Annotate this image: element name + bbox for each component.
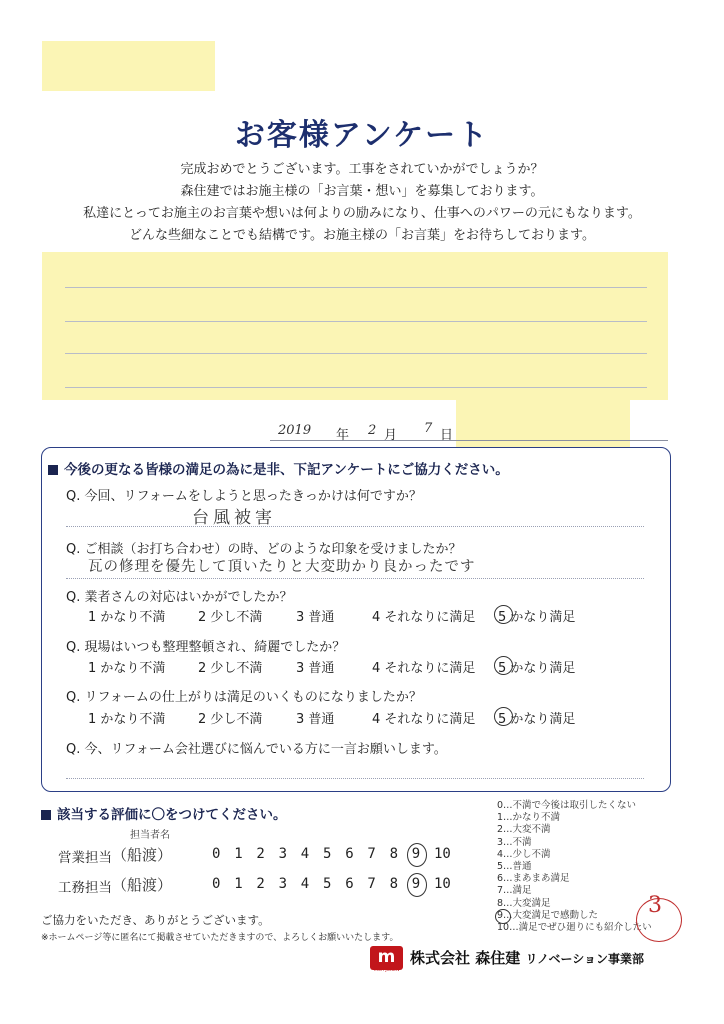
question-6: Q. 今、リフォーム会社選びに悩んでいる方に一言お願いします。 (66, 742, 447, 757)
thanks-text: ご協力をいただき、ありがとうございます。 (41, 913, 270, 927)
scale-number: 10 (434, 846, 451, 862)
date-underline (270, 440, 668, 441)
scale-number: 0 (212, 876, 221, 892)
square-bullet-icon (48, 465, 58, 475)
redacted-name-top (42, 41, 215, 91)
handwritten-red-mark: 3 (648, 893, 662, 918)
legend-item: 8…大変満足 (497, 897, 551, 909)
scale-number: 8 (389, 876, 399, 892)
scale-number: 3 (278, 846, 288, 862)
answer-2: 瓦の修理を優先して頂いたりと大変助かり良かったです (88, 559, 476, 575)
scale-number: 9 (411, 846, 421, 862)
legend-item: 0…不満で今後は取引したくない (497, 800, 637, 811)
comment-line (65, 287, 647, 288)
legend-item: 5…普通 (497, 861, 532, 873)
question-2: Q. ご相談（お打ち合わせ）の時、どのような印象を受けましたか？ (66, 542, 462, 557)
option-1: 1 かなり不満 (88, 712, 166, 727)
option-3: 3 普通 (296, 610, 335, 625)
option-2: 2 少し不満 (198, 712, 263, 727)
rating-heading (41, 803, 287, 823)
date-year-label: 年 (336, 428, 350, 443)
rating-heading-text: 該当する評価に〇をつけてください。 (57, 807, 287, 823)
person-label: 担当者名 (130, 830, 170, 841)
scale-number: 4 (300, 846, 310, 862)
page-title: お客様アンケート (234, 118, 490, 153)
option-2: 2 少し不満 (198, 661, 263, 676)
selected-score-circle (407, 843, 427, 867)
legend-selected-circle (495, 909, 511, 924)
legend-item: 3…不満 (497, 836, 532, 848)
scale-number: 1 (234, 876, 243, 892)
red-circle (636, 898, 682, 942)
sales-row-person: （船渡） (112, 846, 173, 864)
scale-number: 5 (323, 876, 332, 892)
option-4: 4 それなりに満足 (372, 661, 476, 676)
selected-option-circle (494, 656, 513, 675)
selected-option-circle (494, 707, 513, 726)
question-5: Q. リフォームの仕上がりは満足のいくものになりましたか？ (66, 690, 422, 705)
footer-note: ※ホームページ等に匿名にて掲載させていただきますので、よろしくお願いいたします。 (41, 933, 399, 943)
scale-number: 5 (323, 846, 332, 862)
question-1: Q. 今回、リフォームをしようと思ったきっかけは何ですか？ (66, 489, 422, 504)
scale-number: 0 (212, 846, 221, 862)
question-3: Q. 業者さんの対応はいかがでしたか？ (66, 590, 293, 605)
legend-item: 10…満足でぜひ廻りにも紹介したい (497, 922, 652, 934)
company-name-text: 株式会社 森住建 (410, 949, 521, 967)
scale-number: 7 (367, 846, 376, 862)
intro-line-4: どんな些細なことでも結構です。お施主様の「お言葉」をお待ちしております。 (129, 228, 595, 243)
company-name (410, 947, 644, 968)
scale-number: 1 (234, 846, 243, 862)
question-4: Q. 現場はいつも整理整頓され、綺麗でしたか？ (66, 640, 346, 655)
construction-row-person: （船渡） (112, 876, 173, 894)
comment-line (65, 387, 647, 388)
options-row-q3 (0, 606, 724, 626)
option-3: 3 普通 (296, 712, 335, 727)
answer-line (66, 778, 644, 779)
scale-number: 9 (411, 876, 421, 892)
intro-line-3: 私達にとってお施主のお言葉や想いは何よりの励みになり、仕事へのパワーの元にもなります。 (83, 206, 641, 221)
construction-row-label: 工務担当 (58, 880, 112, 896)
scale-number: 3 (278, 876, 288, 892)
option-4: 4 それなりに満足 (372, 610, 476, 625)
comment-line (65, 321, 647, 322)
scale-number: 4 (300, 876, 310, 892)
option-3: 3 普通 (296, 661, 335, 676)
answer-line (66, 526, 644, 527)
rating-legend (497, 800, 652, 934)
date-month-value: 2 (368, 423, 377, 438)
legend-item: 6…まあまあ満足 (497, 873, 570, 885)
company-division: リノベーション事業部 (525, 952, 645, 966)
scale-number: 2 (256, 876, 265, 892)
legend-item: 4…少し不満 (497, 848, 551, 860)
comment-box (42, 252, 668, 400)
legend-item: 2…大変不満 (497, 824, 551, 836)
company-logo-icon: m (370, 946, 403, 970)
option-5: 5 かなり満足 (498, 610, 576, 625)
scale-number: 8 (389, 846, 399, 862)
selected-option-circle (494, 605, 513, 624)
square-bullet-icon (41, 810, 51, 820)
intro-line-1: 完成おめでとうございます。工事をされていかがでしょうか？ (180, 162, 544, 177)
answer-line (66, 578, 644, 579)
date-day-value: 7 (424, 421, 433, 436)
scale-number: 7 (367, 876, 376, 892)
legend-item: 1…かなり不満 (497, 812, 561, 824)
scale-number: 6 (345, 846, 354, 862)
options-row-q5 (0, 708, 724, 728)
date-month-label: 月 (384, 428, 398, 443)
options-row-q4 (0, 657, 724, 677)
answer-1: 台風被害 (192, 508, 276, 528)
selected-score-circle (407, 873, 427, 897)
company-logo-subtext: mori JUKEN (373, 968, 400, 973)
survey-heading-text: 今後の更なる皆様の満足の為に是非、下記アンケートにご協力ください。 (64, 462, 509, 478)
legend-item: 9…大変満足で感動した (497, 909, 599, 921)
sales-row-label: 営業担当 (58, 850, 112, 866)
scale-number: 6 (345, 876, 354, 892)
comment-line (65, 353, 647, 354)
legend-item: 7…満足 (497, 885, 532, 897)
option-4: 4 それなりに満足 (372, 712, 476, 727)
date-year-value: 2019 (278, 423, 312, 438)
option-1: 1 かなり不満 (88, 610, 166, 625)
scale-number: 2 (256, 846, 265, 862)
option-1: 1 かなり不満 (88, 661, 166, 676)
option-2: 2 少し不満 (198, 610, 263, 625)
option-5: 5 かなり満足 (498, 712, 576, 727)
intro-line-2: 森住建ではお施主様の「お言葉・想い」を募集しております。 (180, 184, 544, 199)
survey-heading (48, 458, 509, 478)
scale-number: 10 (434, 876, 451, 892)
option-5: 5 かなり満足 (498, 661, 576, 676)
date-day-label: 日 (440, 428, 454, 443)
